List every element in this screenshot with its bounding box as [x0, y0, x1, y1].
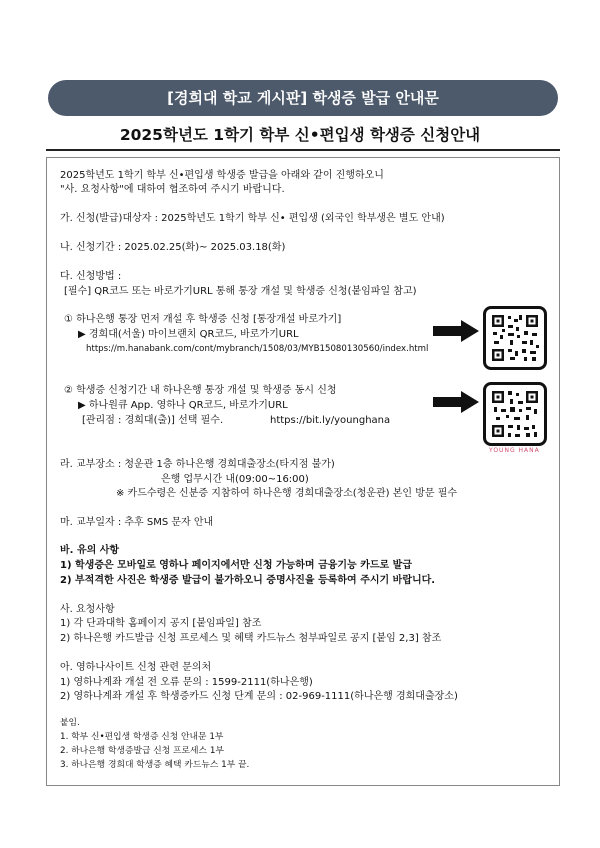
section-target: 가. 신청(발급)대상자 : 2025학년도 1학기 학부 신• 편입생 (외국인 학부생은 별도 안내) [60, 213, 445, 224]
title-divider [46, 149, 560, 151]
section-caution-item1: 1) 학생증은 모바일로 영하나 페이지에서만 신청 가능하며 금융기능 카드로 발급 [60, 560, 412, 571]
page-title: 2025학년도 1학기 학부 신•편입생 학생증 신청안내 [119, 126, 481, 144]
section-contact-item1: 1) 영하나계좌 개설 전 오류 문의 : 1599-2111(하나은행) [60, 677, 313, 688]
attachment-item: 1. 학부 신•편입생 학생증 신청 안내문 1부 [60, 732, 224, 742]
attachment-item: 2. 하나은행 학생증발급 신청 프로세스 1부 [60, 746, 224, 756]
mybranch-qr-code[interactable] [483, 306, 547, 370]
step2-url[interactable]: https://bit.ly/younghana [270, 415, 391, 426]
section-request-heading: 사. 요청사항 [60, 604, 115, 615]
step2-line2: ▶ 하나원큐 App. 영하나 QR코드, 바로가기URL [78, 400, 288, 411]
section-request-item2: 2) 하나은행 카드발급 신청 프로세스 및 혜택 카드뉴스 첨부파일로 공지 [붙임 2,3] 참조 [60, 633, 442, 644]
section-caution-item2: 2) 부적격한 사진은 학생증 발급이 불가하오니 증명사진을 등록하여 주시기 바랍니다. [60, 575, 436, 586]
arrow-right-icon [433, 320, 479, 342]
section-place-line1: 라. 교부장소 : 청운관 1층 하나은행 경희대출장소(타지점 불가) [60, 459, 335, 470]
section-period: 나. 신청기간 : 2025.02.25(화)~ 2025.03.18(화) [60, 242, 286, 253]
section-request-item1: 1) 각 단과대학 홈페이지 공지 [붙임파일] 참조 [60, 618, 262, 629]
section-place-line3: ※ 카드수령은 신분증 지참하여 하나은행 경희대출장소(청운관) 본인 방문 필수 [116, 488, 458, 499]
younghana-qr-caption: YOUNG HANA [489, 447, 540, 454]
attachment-item: 3. 하나은행 경희대 학생증 혜택 카드뉴스 1부 끝. [60, 760, 250, 770]
step2-line3: [관리점 : 경희대(출)] 선택 필수. [82, 415, 224, 426]
section-place-line2: 은행 업무시간 내(09:00~16:00) [161, 474, 309, 485]
section-date: 마. 교부일자 : 추후 SMS 문자 안내 [60, 517, 214, 528]
step2-line1: ② 학생증 신청기간 내 하나은행 통장 개설 및 학생증 동시 신청 [64, 385, 337, 396]
section-method-heading: 다. 신청방법 : [60, 271, 122, 282]
section-contact-item2: 2) 영하나계좌 개설 후 학생증카드 신청 단계 문의 : 02-969-1111(하나은행 경희대출장소) [60, 691, 458, 702]
step1-line1: ① 하나은행 통장 먼저 개설 후 학생증 신청 [통장개설 바로가기] [64, 314, 342, 325]
arrow-right-icon [433, 391, 479, 413]
section-caution-heading: 바. 유의 사항 [60, 545, 120, 556]
section-method-required: [필수] QR코드 또는 바로가기URL 통해 통장 개설 및 학생증 신청(붙임파일 참고) [64, 286, 417, 297]
step1-url[interactable]: https://m.hanabank.com/cont/mybranch/1508/03/MYB15080130560/index.html [86, 344, 429, 354]
intro-line-1: 2025학년도 1학기 학부 신•편입생 학생증 발급을 아래와 같이 진행하오니 [60, 170, 384, 181]
younghana-qr-code[interactable] [483, 382, 547, 446]
section-contact-heading: 아. 영하나사이트 신청 관련 문의처 [60, 662, 212, 673]
notice-banner: [경희대 학교 게시판] 학생증 발급 안내문 [48, 80, 558, 116]
attachments-heading: 붙임. [60, 718, 80, 728]
intro-line-2: "사. 요청사항"에 대하여 협조하여 주시기 바랍니다. [60, 184, 285, 195]
step1-line2: ▶ 경희대(서울) 마이브랜치 QR코드, 바로가기URL [78, 329, 299, 340]
